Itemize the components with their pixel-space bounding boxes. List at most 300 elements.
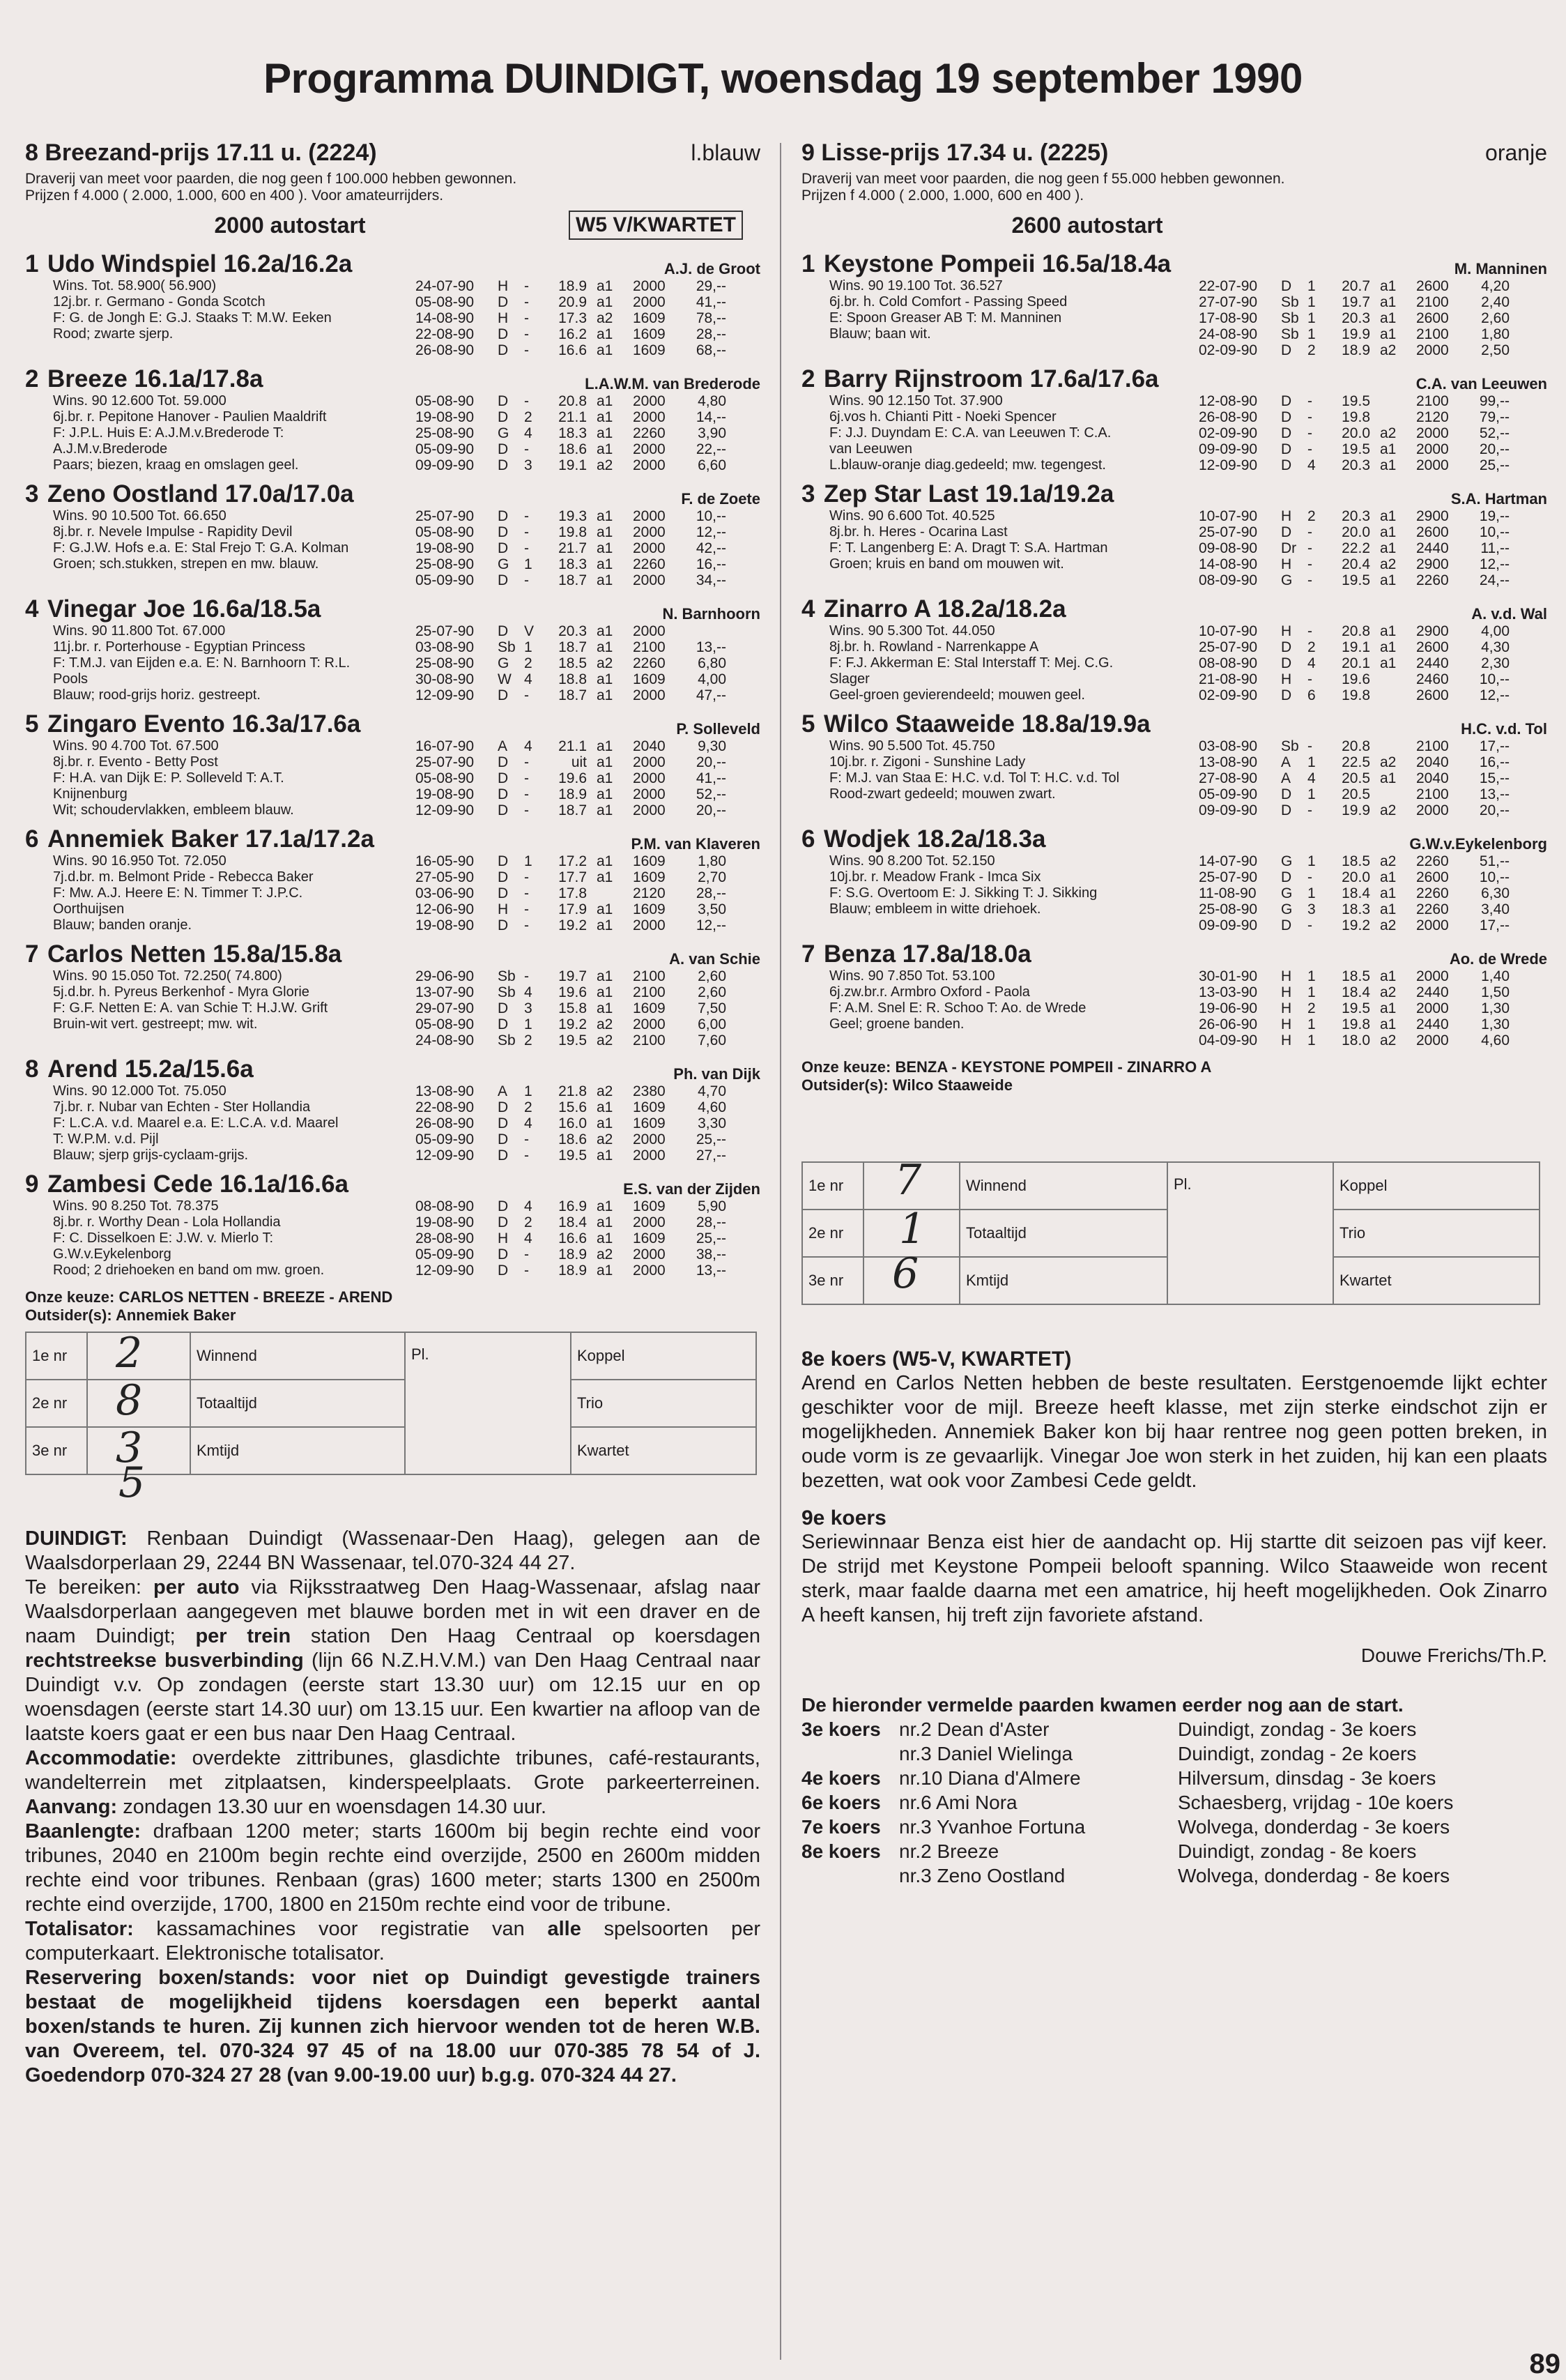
performance-cell: a1 bbox=[597, 738, 613, 754]
performance-cell: 26-08-90 bbox=[415, 1115, 475, 1131]
performance-cell: 6 bbox=[1307, 687, 1316, 703]
performance-row bbox=[1199, 524, 1547, 540]
earlier-list bbox=[801, 1717, 1547, 1888]
performance-cell: 13-08-90 bbox=[415, 1083, 475, 1099]
performance-cell: 2040 bbox=[633, 738, 666, 754]
performance-cell: V bbox=[524, 623, 535, 639]
performance-cell: 22-08-90 bbox=[415, 1099, 475, 1115]
earlier-title: De hieronder vermelde paarden kwamen eerder nog aan de start. bbox=[801, 1694, 1404, 1716]
performance-cell: 17.9 bbox=[558, 901, 587, 917]
performance-cell: 3,90 bbox=[698, 425, 726, 441]
performance-cell: 2260 bbox=[1416, 572, 1449, 588]
horse-details bbox=[801, 738, 1547, 818]
performance-cell: 21.8 bbox=[558, 1083, 587, 1099]
horse-info bbox=[801, 508, 1199, 588]
horse-details bbox=[25, 853, 760, 933]
horse-info-line: 6j.vos h. Chianti Pitt - Noeki Spencer bbox=[829, 409, 1057, 425]
performance-row bbox=[415, 1214, 760, 1230]
horse-info-line: A.J.M.v.Brederode bbox=[53, 441, 168, 457]
performance-cell: 2100 bbox=[1416, 326, 1449, 342]
performance-cell: 2120 bbox=[1416, 409, 1449, 425]
performance-cell: D bbox=[498, 294, 509, 310]
result-handwritten bbox=[87, 1424, 190, 1507]
performance-cell: G bbox=[1281, 885, 1293, 901]
horse-number: 1 bbox=[25, 250, 39, 277]
performance-cell: 25-07-90 bbox=[415, 754, 475, 770]
earlier-race bbox=[801, 1863, 899, 1888]
horse-trainer: A. v.d. Wal bbox=[1471, 605, 1547, 623]
horse-info-line: F: J.P.L. Huis E: A.J.M.v.Brederode T: bbox=[53, 425, 284, 441]
horse-info-line: Wins. 90 12.600 Tot. 59.000 bbox=[53, 393, 227, 409]
performance-cell: 19.2 bbox=[1342, 917, 1370, 933]
horse-name: Wilco Staaweide 18.8a/19.9a bbox=[824, 710, 1151, 738]
performance-cell: 18.3 bbox=[558, 556, 587, 572]
horse-info-line: F: J.J. Duyndam E: C.A. van Leeuwen T: C.A. bbox=[829, 425, 1112, 441]
performance-row bbox=[1199, 853, 1547, 869]
performance-cell: A bbox=[1281, 754, 1291, 770]
horse-info bbox=[801, 278, 1199, 358]
horse-info-line: 8j.br. h. Rowland - Narrenkappe A bbox=[829, 639, 1039, 655]
result-label: 1e nr bbox=[26, 1332, 87, 1380]
performance-cell: 1 bbox=[524, 853, 532, 869]
performance-cell: 12-06-90 bbox=[415, 901, 475, 917]
performance-row bbox=[415, 1032, 760, 1048]
performance-cell: 05-09-90 bbox=[415, 1246, 475, 1263]
performance-cell: 19-06-90 bbox=[1199, 1000, 1258, 1016]
performance-row bbox=[1199, 441, 1547, 457]
horse-details bbox=[801, 508, 1547, 588]
horse-info-line: Rood; zwarte sjerp. bbox=[53, 326, 174, 342]
performance-cell: G bbox=[1281, 901, 1293, 917]
horse-info-line: Groen; kruis en band om mouwen wit. bbox=[829, 556, 1064, 572]
horse-header bbox=[801, 825, 1547, 853]
horse-number: 7 bbox=[25, 940, 39, 968]
horse-info-line: F: G.F. Netten E: A. van Schie T: H.J.W. Grift bbox=[53, 1000, 328, 1016]
horse-entry bbox=[25, 365, 760, 473]
performance-cell: 20.0 bbox=[1342, 425, 1370, 441]
performance-cell: 19.8 bbox=[1342, 1016, 1370, 1032]
performance-cell: 4 bbox=[1307, 655, 1316, 671]
performance-cell: 20.8 bbox=[1342, 623, 1370, 639]
performance-cell: D bbox=[498, 770, 509, 786]
performance-cell: 7,60 bbox=[698, 1032, 726, 1048]
horse-header bbox=[25, 480, 760, 508]
performance-cell: 17.2 bbox=[558, 853, 587, 869]
performance-cell: 29-06-90 bbox=[415, 968, 475, 984]
performance-cell: 2000 bbox=[633, 1263, 666, 1279]
performance-cell: 05-08-90 bbox=[415, 294, 475, 310]
performance-cell: 19.1 bbox=[558, 457, 587, 473]
horse-header bbox=[801, 940, 1547, 968]
page-number: 89 bbox=[1529, 2349, 1560, 2379]
horse-name: Zinarro A 18.2a/18.2a bbox=[824, 595, 1066, 623]
performance-cell: 1609 bbox=[633, 342, 666, 358]
performance-cell: 03-06-90 bbox=[415, 885, 475, 901]
performance-cell: 2,50 bbox=[1481, 342, 1510, 358]
performance-cell: 18.5 bbox=[558, 655, 587, 671]
performance-cell: - bbox=[1307, 393, 1312, 409]
performance-row bbox=[1199, 623, 1547, 639]
performance-cell: 16.2 bbox=[558, 326, 587, 342]
performance-cell: - bbox=[1307, 671, 1312, 687]
performance-cell: 17,-- bbox=[1479, 917, 1510, 933]
performance-cell: a1 bbox=[1380, 655, 1397, 671]
performance-row bbox=[1199, 1032, 1547, 1048]
performance-cell: 2440 bbox=[1416, 540, 1449, 556]
performance-cell: a1 bbox=[1380, 1016, 1397, 1032]
performance-cell: 2600 bbox=[1416, 869, 1449, 885]
earlier-race bbox=[801, 1741, 899, 1766]
performance-cell: 1609 bbox=[633, 869, 666, 885]
performance-cell: 16,-- bbox=[1479, 754, 1510, 770]
performance-cell: 22.2 bbox=[1342, 540, 1370, 556]
performance-cell: - bbox=[524, 278, 529, 294]
performance-cell: D bbox=[498, 623, 509, 639]
performance-cell: - bbox=[1307, 623, 1312, 639]
performance-cell: D bbox=[498, 1246, 509, 1263]
result-label: 2e nr bbox=[802, 1210, 863, 1257]
earlier-where: Hilversum, dinsdag - 3e koers bbox=[1178, 1767, 1436, 1789]
performance-cell: a1 bbox=[597, 786, 613, 802]
performance-cell: a1 bbox=[1380, 885, 1397, 901]
performance-cell: 4 bbox=[524, 671, 532, 687]
performance-cell: 2000 bbox=[633, 524, 666, 540]
performance-cell: uit bbox=[571, 754, 587, 770]
performance-cell: 2 bbox=[524, 655, 532, 671]
result-label: Winnend bbox=[190, 1332, 405, 1380]
performance-cell: 20,-- bbox=[696, 754, 726, 770]
info-label: Accommodatie: bbox=[25, 1747, 177, 1769]
performance-cell: 78,-- bbox=[696, 310, 726, 326]
performance-cell: D bbox=[498, 917, 509, 933]
performance-cell: 2000 bbox=[633, 1147, 666, 1164]
performance-cell: 19.9 bbox=[1342, 326, 1370, 342]
result-label: Pl. bbox=[405, 1332, 571, 1474]
horse-trainer: Ao. de Wrede bbox=[1449, 950, 1547, 968]
result-handwritten bbox=[863, 1156, 960, 1210]
performance-cell: 12-09-90 bbox=[415, 687, 475, 703]
performance-cell: Sb bbox=[1281, 310, 1299, 326]
horse-header bbox=[801, 595, 1547, 623]
performance-cell: 2900 bbox=[1416, 623, 1449, 639]
performance-cell: 18.9 bbox=[1342, 342, 1370, 358]
performance-cell: 21.1 bbox=[558, 738, 587, 754]
performance-cell: 18.9 bbox=[558, 786, 587, 802]
handwritten-number: 7 bbox=[895, 1156, 922, 1205]
horse-info-line: Blauw; baan wit. bbox=[829, 326, 931, 342]
performance-cell: 2000 bbox=[633, 1214, 666, 1230]
horse-entry bbox=[801, 595, 1547, 703]
horse-info-line: 6j.zw.br.r. Armbro Oxford - Paola bbox=[829, 984, 1030, 1000]
performance-cell: H bbox=[498, 901, 509, 917]
performance-row bbox=[415, 623, 760, 639]
performance-cell: 22-08-90 bbox=[415, 326, 475, 342]
performance-cell: a1 bbox=[1380, 524, 1397, 540]
performance-cell: D bbox=[1281, 786, 1292, 802]
horse-info bbox=[25, 1083, 415, 1164]
performance-cell: 2440 bbox=[1416, 1016, 1449, 1032]
performance-cell: 20.0 bbox=[1342, 524, 1370, 540]
performance-cell: 18.9 bbox=[558, 1263, 587, 1279]
horse-info-line: F: S.G. Overtoom E: J. Sikking T: J. Sikking bbox=[829, 885, 1098, 901]
horse-info bbox=[25, 508, 415, 588]
horse-entry bbox=[25, 825, 760, 933]
horse-info-line: Wins. 90 5.300 Tot. 44.050 bbox=[829, 623, 995, 639]
performance-cell: 2 bbox=[524, 409, 532, 425]
horse-entry bbox=[801, 940, 1547, 1048]
horse-info-line: Wins. 90 5.500 Tot. 45.750 bbox=[829, 738, 995, 754]
performance-cell: 68,-- bbox=[696, 342, 726, 358]
result-label: Kwartet bbox=[1333, 1257, 1540, 1304]
performance-cell: a1 bbox=[597, 425, 613, 441]
performance-cell: 2000 bbox=[633, 802, 666, 818]
horse-details bbox=[25, 278, 760, 358]
performance-cell: H bbox=[1281, 1032, 1292, 1048]
earlier-where: Schaesberg, vrijdag - 10e koers bbox=[1178, 1792, 1454, 1813]
analysis-race-9-heading: 9e koers bbox=[801, 1506, 886, 1530]
performance-cell: 13,-- bbox=[1479, 786, 1510, 802]
horse-info-line: Bruin-wit vert. gestreept; mw. wit. bbox=[53, 1016, 258, 1032]
horse-number: 5 bbox=[801, 710, 815, 738]
performance-cell: a1 bbox=[597, 639, 613, 655]
performance-cell: D bbox=[1281, 342, 1292, 358]
performance-cell: G bbox=[1281, 853, 1293, 869]
performance-cell: 3,50 bbox=[698, 901, 726, 917]
performance-cell: 18.7 bbox=[558, 572, 587, 588]
performance-cell: 4,70 bbox=[698, 1083, 726, 1099]
horse-header bbox=[25, 1055, 760, 1083]
performance-cell: 28-08-90 bbox=[415, 1230, 475, 1246]
info-directions bbox=[25, 1576, 760, 1746]
performance-cell: - bbox=[524, 687, 529, 703]
horse-trainer: P.M. van Klaveren bbox=[631, 835, 760, 853]
performance-cell: 20.9 bbox=[558, 294, 587, 310]
performance-cell: 3 bbox=[524, 457, 532, 473]
horse-details bbox=[25, 508, 760, 588]
performance-cell: a1 bbox=[597, 409, 613, 425]
performance-cell: - bbox=[524, 441, 529, 457]
performance-cell: 1,30 bbox=[1481, 1000, 1510, 1016]
performance-cell: 1 bbox=[1307, 853, 1316, 869]
info-text: zondagen 13.30 uur en woensdagen 14.30 uur. bbox=[117, 1796, 547, 1818]
horse-info-line: G.W.v.Eykelenborg bbox=[53, 1246, 171, 1262]
performance-cell: 25-08-90 bbox=[415, 556, 475, 572]
performance-cell: 29-07-90 bbox=[415, 1000, 475, 1016]
performance-cell: 20,-- bbox=[1479, 441, 1510, 457]
performance-cell: D bbox=[498, 409, 509, 425]
horse-name-line bbox=[25, 1170, 348, 1198]
horse-info-line: Slager bbox=[829, 671, 870, 687]
horse-entry bbox=[25, 595, 760, 703]
performance-cell: Sb bbox=[498, 984, 516, 1000]
performance-cell: 2260 bbox=[1416, 885, 1449, 901]
performance-cell: a1 bbox=[597, 984, 613, 1000]
horse-info-line: E: Spoon Greaser AB T: M. Manninen bbox=[829, 310, 1062, 326]
performance-cell: 1 bbox=[1307, 885, 1316, 901]
horse-info-line: F: H.A. van Dijk E: P. Solleveld T: A.T. bbox=[53, 770, 284, 786]
performance-cell: - bbox=[1307, 802, 1312, 818]
horse-details bbox=[801, 278, 1547, 358]
performance-cell: 42,-- bbox=[696, 540, 726, 556]
performance-row bbox=[415, 885, 760, 901]
performance-cell: G bbox=[498, 556, 509, 572]
performance-cell: 41,-- bbox=[696, 294, 726, 310]
performance-cell: 7,50 bbox=[698, 1000, 726, 1016]
horse-info-line: F: G.J.W. Hofs e.a. E: Stal Frejo T: G.A. Kolman bbox=[53, 540, 349, 556]
horse-info-line: Wins. 90 16.950 Tot. 72.050 bbox=[53, 853, 227, 869]
handwritten-number: 3 bbox=[116, 1424, 143, 1472]
performance-cell: 12,-- bbox=[1479, 556, 1510, 572]
horse-info-line: F: G. de Jongh E: G.J. Staaks T: M.W. Eeken bbox=[53, 310, 332, 326]
earlier-row bbox=[801, 1863, 1547, 1888]
horse-name: Carlos Netten 15.8a/15.8a bbox=[47, 940, 342, 968]
performance-cell: 10-07-90 bbox=[1199, 508, 1258, 524]
performance-cell: 2000 bbox=[1416, 1032, 1449, 1048]
horse-name-line bbox=[25, 1055, 254, 1083]
performance-cell: 19.3 bbox=[558, 508, 587, 524]
performance-cell: 19-08-90 bbox=[415, 786, 475, 802]
horse-info-line: 7j.d.br. m. Belmont Pride - Rebecca Baker bbox=[53, 869, 314, 885]
horse-entry bbox=[801, 825, 1547, 933]
performance-cell: 1 bbox=[1307, 968, 1316, 984]
performance-cell: 1 bbox=[1307, 294, 1316, 310]
performance-cell: H bbox=[1281, 508, 1292, 524]
performance-row bbox=[1199, 1000, 1547, 1016]
performance-cell: 22,-- bbox=[696, 441, 726, 457]
result-handwritten bbox=[863, 1249, 960, 1304]
performance-cell: 1 bbox=[1307, 310, 1316, 326]
performance-cell: a1 bbox=[1380, 572, 1397, 588]
earlier-horse: nr.3 Yvanhoe Fortuna bbox=[899, 1816, 1086, 1838]
performance-row bbox=[415, 342, 760, 358]
performance-cell: 08-08-90 bbox=[415, 1198, 475, 1214]
performance-cell: 1 bbox=[1307, 1032, 1316, 1048]
handwritten-number: 6 bbox=[892, 1249, 919, 1298]
race-9-conditions bbox=[801, 171, 1547, 204]
analysis-race-8-text: Arend en Carlos Netten hebben de beste resultaten. Eerstgenoemde lijkt echter geschikter voor de mijl. Breeze heeft klasse, met zijn sterke eindschot zijn er mogelijkheden. Annemiek Baker kon bij haar rentree nog geen potten breken, in oude vorm is ze gevaarlijk. Vinegar Joe won sterk in het zuiden, hij kan een plaats bezetten, wat ook voor Zambesi Cede geldt. bbox=[801, 1372, 1547, 1492]
performance-cell: a1 bbox=[597, 1099, 613, 1115]
performance-cell: - bbox=[524, 1131, 529, 1147]
performance-cell: 2000 bbox=[1416, 425, 1449, 441]
horse-info-line: F: F.J. Akkerman E: Stal Interstaff T: Mej. C.G. bbox=[829, 655, 1114, 671]
horse-name-line bbox=[801, 940, 1031, 968]
performance-cell: 2260 bbox=[633, 556, 666, 572]
performance-cell: 1609 bbox=[633, 1198, 666, 1214]
race-8-conditions-line: Draverij van meet voor paarden, die nog geen f 100.000 hebben gewonnen. bbox=[25, 171, 517, 187]
performance-cell: Sb bbox=[1281, 738, 1299, 754]
performance-cell: D bbox=[498, 540, 509, 556]
performance-cell: 2260 bbox=[1416, 853, 1449, 869]
performance-cell: 16.9 bbox=[558, 1198, 587, 1214]
performance-cell: 15.8 bbox=[558, 1000, 587, 1016]
earlier-where: Wolvega, donderdag - 8e koers bbox=[1178, 1865, 1450, 1886]
horse-name-line bbox=[801, 365, 1159, 393]
performance-cell: D bbox=[1281, 802, 1292, 818]
performance-cell: 4,20 bbox=[1481, 278, 1510, 294]
performance-cell: - bbox=[1307, 540, 1312, 556]
race-9-distance: 2600 autostart bbox=[1011, 212, 1163, 238]
performance-cell: 16-07-90 bbox=[415, 738, 475, 754]
performance-cell: 51,-- bbox=[1479, 853, 1510, 869]
performance-row bbox=[1199, 278, 1547, 294]
horse-performances bbox=[415, 1198, 760, 1279]
performance-cell: D bbox=[498, 786, 509, 802]
performance-cell: 19.5 bbox=[558, 1147, 587, 1164]
performance-cell: a1 bbox=[597, 687, 613, 703]
performance-cell: 20.3 bbox=[1342, 457, 1370, 473]
performance-cell: - bbox=[524, 342, 529, 358]
performance-cell: a1 bbox=[597, 1115, 613, 1131]
performance-cell: 2,30 bbox=[1481, 655, 1510, 671]
performance-cell: 6,60 bbox=[698, 457, 726, 473]
performance-row bbox=[415, 770, 760, 786]
performance-cell: Sb bbox=[498, 968, 516, 984]
performance-row bbox=[415, 294, 760, 310]
performance-row bbox=[1199, 968, 1547, 984]
performance-row bbox=[415, 1000, 760, 1016]
performance-cell: 2,60 bbox=[698, 984, 726, 1000]
info-label: Baanlengte: bbox=[25, 1820, 141, 1843]
performance-cell: W bbox=[498, 671, 512, 687]
horse-number: 3 bbox=[25, 480, 39, 508]
performance-cell: 4 bbox=[524, 1230, 532, 1246]
performance-cell: 4,60 bbox=[1481, 1032, 1510, 1048]
race-8-outsider: Outsider(s): Annemiek Baker bbox=[25, 1306, 236, 1324]
performance-row bbox=[415, 687, 760, 703]
performance-cell: 3 bbox=[524, 1000, 532, 1016]
horse-info bbox=[801, 393, 1199, 473]
horse-name-line bbox=[25, 595, 321, 623]
performance-cell: D bbox=[498, 342, 509, 358]
performance-cell: a1 bbox=[1380, 623, 1397, 639]
horse-info-line: 6j.br. r. Pepitone Hanover - Paulien Maaldrift bbox=[53, 409, 327, 425]
performance-cell: D bbox=[498, 457, 509, 473]
horse-performances bbox=[1199, 968, 1547, 1048]
performance-cell: - bbox=[524, 770, 529, 786]
performance-cell bbox=[1380, 786, 1416, 802]
performance-cell: 12-09-90 bbox=[415, 1147, 475, 1164]
info-reservation: Reservering boxen/stands: voor niet op Duindigt gevestigde trainers bestaat de mogelijkheid tijdens koersdagen een beperkt aantal boxen/stands te huren. Zij kunnen zich hiervoor wenden tot de heren W.B. van Overeem, tel. 070-324 97 45 of na 18.00 uur 070-385 78 54 of J. Goedendorp 070-324 27 28 (van 9.00-19.00 uur) b.g.g. 070-324 44 27. bbox=[25, 1967, 760, 2087]
horse-performances bbox=[415, 623, 760, 703]
horse-info-line: 8j.br. r. Evento - Betty Post bbox=[53, 754, 218, 770]
performance-cell: D bbox=[1281, 869, 1292, 885]
performance-cell: a2 bbox=[1380, 556, 1397, 572]
earlier-where: Wolvega, donderdag - 3e koers bbox=[1178, 1816, 1450, 1838]
performance-cell: a1 bbox=[1380, 508, 1397, 524]
performance-row bbox=[1199, 917, 1547, 933]
performance-cell: a1 bbox=[597, 556, 613, 572]
race-9-outsider: Outsider(s): Wilco Staaweide bbox=[801, 1076, 1013, 1094]
performance-cell: G bbox=[1281, 572, 1293, 588]
performance-cell: 25-07-90 bbox=[1199, 524, 1258, 540]
horse-number: 6 bbox=[801, 825, 815, 853]
performance-cell: D bbox=[498, 572, 509, 588]
earlier-horse: nr.10 Diana d'Almere bbox=[899, 1767, 1081, 1789]
performance-cell: D bbox=[498, 802, 509, 818]
performance-cell: 08-08-90 bbox=[1199, 655, 1258, 671]
performance-cell: a1 bbox=[597, 524, 613, 540]
performance-cell: 2000 bbox=[633, 623, 666, 639]
info-label: alle bbox=[547, 1918, 581, 1940]
performance-cell: - bbox=[524, 524, 529, 540]
horse-performances bbox=[1199, 738, 1547, 818]
performance-cell: 2000 bbox=[1416, 342, 1449, 358]
performance-cell: 2040 bbox=[1416, 770, 1449, 786]
performance-cell: - bbox=[524, 901, 529, 917]
info-label: DUINDIGT: bbox=[25, 1527, 128, 1550]
performance-cell: 2,60 bbox=[698, 968, 726, 984]
performance-cell: 2260 bbox=[1416, 901, 1449, 917]
